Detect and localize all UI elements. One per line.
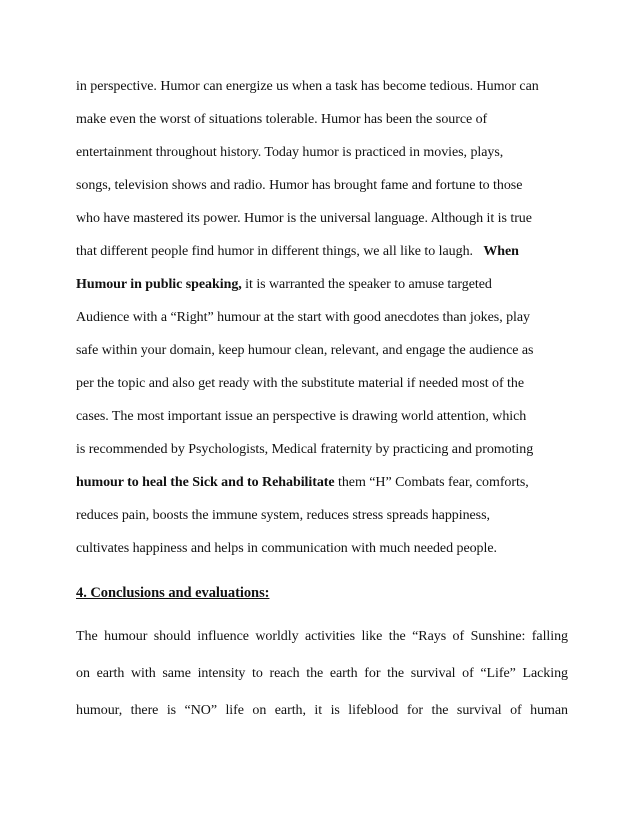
- text-line: reduces pain, boosts the immune system, reduces stress spreads happiness,: [76, 508, 490, 523]
- text-line: who have mastered its power. Humor is the universal language. Although it is true: [76, 211, 532, 226]
- text-line: songs, television shows and radio. Humor has brought fame and fortune to those: [76, 178, 523, 193]
- bold-text: When: [483, 244, 519, 259]
- section-heading: 4. Conclusions and evaluations:: [76, 585, 270, 601]
- text-line: Audience with a “Right” humour at the start with good anecdotes than jokes, play: [76, 310, 530, 325]
- text-line: [76, 243, 519, 261]
- text-run: it is warranted the speaker to amuse targeted: [241, 277, 492, 292]
- bold-text: Humour in public speaking,: [76, 277, 242, 292]
- text-line: on earth with same intensity to reach the earth for the survival of “Life” Lacking: [76, 666, 568, 681]
- text-line: [76, 276, 492, 294]
- text-line: is recommended by Psychologists, Medical fraternity by practicing and promoting: [76, 442, 534, 457]
- text-line: [76, 474, 529, 492]
- text-line: humour, there is “NO” life on earth, it is lifeblood for the survival of human: [76, 703, 568, 718]
- bold-text: humour to heal the Sick and to Rehabilitate: [76, 475, 335, 490]
- text-line: cases. The most important issue an perspective is drawing world attention, which: [76, 409, 527, 424]
- text-line: make even the worst of situations tolerable. Humor has been the source of: [76, 112, 488, 127]
- text-line: The humour should influence worldly activities like the “Rays of Sunshine: falling: [76, 629, 568, 644]
- text-run: that different people find humor in different things, we all like to laugh.: [76, 244, 473, 259]
- text-run: them “H” Combats fear, comforts,: [334, 475, 529, 490]
- text-line: entertainment throughout history. Today humor is practiced in movies, plays,: [76, 145, 504, 160]
- text-line: per the topic and also get ready with the substitute material if needed most of the: [76, 376, 524, 391]
- text-line: safe within your domain, keep humour clean, relevant, and engage the audience as: [76, 343, 534, 358]
- text-line: cultivates happiness and helps in communication with much needed people.: [76, 541, 497, 556]
- text-line: in perspective. Humor can energize us when a task has become tedious. Humor can: [76, 79, 539, 94]
